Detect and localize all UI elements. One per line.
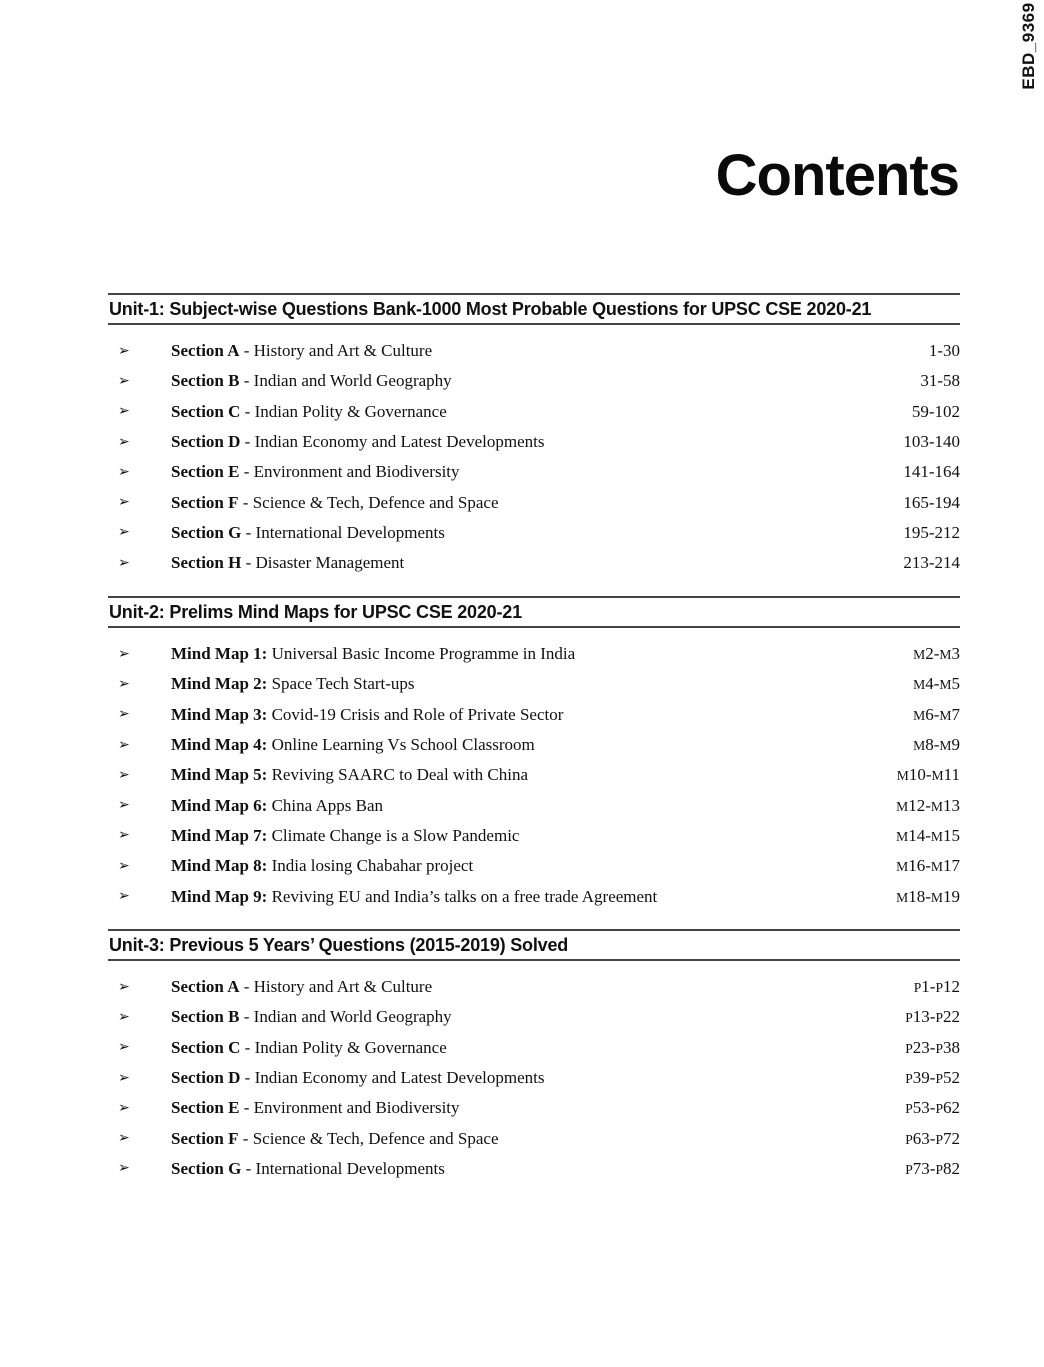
- entry-separator: -: [239, 371, 254, 391]
- entry-separator: -: [239, 1098, 254, 1118]
- arrow-bullet-icon: ➢: [118, 828, 130, 844]
- entry-label: [171, 765, 897, 785]
- toc-entry[interactable]: [108, 881, 960, 911]
- entry-separator: -: [239, 977, 254, 997]
- entry-label: [171, 1068, 905, 1088]
- arrow-bullet-icon: ➢: [118, 1040, 130, 1056]
- entry-description: Indian and World Geography: [253, 371, 452, 391]
- entry-description: Disaster Management: [255, 553, 405, 573]
- entry-label: [171, 493, 903, 513]
- entry-title: Section E: [171, 1098, 240, 1118]
- toc-entry[interactable]: [108, 1002, 960, 1032]
- entry-description: China Apps Ban: [271, 795, 384, 815]
- entry-description: History and Art & Culture: [253, 341, 433, 361]
- entry-description: International Developments: [255, 522, 445, 542]
- page-range: 213-214: [903, 553, 960, 573]
- entry-title: Section A: [171, 341, 240, 361]
- entry-title: Section B: [171, 371, 240, 391]
- entry-label: [171, 432, 903, 452]
- entry-title: Mind Map 1:: [171, 644, 268, 664]
- arrow-bullet-icon: ➢: [118, 404, 130, 420]
- page-range: 103-140: [903, 432, 960, 452]
- entry-separator: -: [238, 1128, 253, 1148]
- entry-label: [171, 523, 903, 543]
- arrow-bullet-icon: ➢: [118, 707, 130, 723]
- entry-title: Mind Map 3:: [171, 704, 268, 724]
- toc-entry[interactable]: [108, 427, 960, 457]
- entry-title: Section D: [171, 432, 241, 452]
- arrow-bullet-icon: ➢: [118, 1070, 130, 1086]
- toc-entry[interactable]: [108, 457, 960, 487]
- entry-description: Indian Economy and Latest Developments: [254, 432, 545, 452]
- entry-description: Reviving SAARC to Deal with China: [271, 765, 529, 785]
- entry-description: History and Art & Culture: [253, 977, 433, 997]
- entry-title: Section G: [171, 522, 242, 542]
- entry-label: [171, 1098, 905, 1118]
- entry-label: [171, 887, 896, 907]
- page-range: M12-M13: [896, 795, 960, 815]
- page-range: M14-M15: [896, 825, 960, 845]
- arrow-bullet-icon: ➢: [118, 858, 130, 874]
- entry-description: Science & Tech, Defence and Space: [252, 492, 499, 512]
- arrow-bullet-icon: ➢: [118, 767, 130, 783]
- toc-entry[interactable]: [108, 730, 960, 760]
- entry-description: Science & Tech, Defence and Space: [252, 1128, 499, 1148]
- arrow-bullet-icon: ➢: [118, 889, 130, 905]
- page-range: P13-P22: [905, 1007, 960, 1027]
- entry-label: [171, 644, 913, 664]
- entry-title: Section A: [171, 977, 240, 997]
- page-range: M8-M9: [913, 735, 960, 755]
- entry-title: Section F: [171, 1128, 239, 1148]
- page-range: M4-M5: [913, 674, 960, 694]
- entry-description: India losing Chabahar project: [271, 856, 474, 876]
- entry-description: Reviving EU and India’s talks on a free trade Agreement: [271, 886, 658, 906]
- arrow-bullet-icon: ➢: [118, 676, 130, 692]
- entry-separator: -: [241, 522, 256, 542]
- arrow-bullet-icon: ➢: [118, 525, 130, 541]
- page-range: M18-M19: [896, 886, 960, 906]
- entry-separator: -: [239, 1007, 254, 1027]
- entry-separator: -: [241, 553, 256, 573]
- toc-entry[interactable]: [108, 821, 960, 851]
- arrow-bullet-icon: ➢: [118, 343, 130, 359]
- entry-separator: -: [239, 462, 254, 482]
- entry-title: Mind Map 4:: [171, 735, 268, 755]
- entry-description: Indian and World Geography: [253, 1007, 452, 1027]
- page-range: P73-P82: [905, 1158, 960, 1178]
- entry-separator: -: [240, 1068, 255, 1088]
- page-range: M6-M7: [913, 704, 960, 724]
- entry-separator: -: [241, 1158, 256, 1178]
- page-range: M16-M17: [896, 856, 960, 876]
- arrow-bullet-icon: ➢: [118, 373, 130, 389]
- book-code-text: EBD_9369: [1019, 2, 1038, 90]
- entry-description: Environment and Biodiversity: [253, 462, 460, 482]
- entry-description: Indian Economy and Latest Developments: [254, 1068, 545, 1088]
- entry-description: Climate Change is a Slow Pandemic: [271, 825, 520, 845]
- unit-3: [108, 929, 960, 1184]
- entry-separator: -: [240, 432, 255, 452]
- entry-label: [171, 977, 914, 997]
- arrow-bullet-icon: ➢: [118, 646, 130, 662]
- entry-description: Environment and Biodiversity: [253, 1098, 460, 1118]
- entry-title: Mind Map 2:: [171, 674, 268, 694]
- page-range: 165-194: [903, 492, 960, 512]
- entry-title: Mind Map 8:: [171, 856, 268, 876]
- toc-entry[interactable]: [108, 366, 960, 396]
- arrow-bullet-icon: ➢: [118, 464, 130, 480]
- entry-separator: -: [240, 401, 255, 421]
- entry-title: Section C: [171, 1037, 241, 1057]
- page-range: M2-M3: [913, 644, 960, 664]
- page-range: P1-P12: [913, 977, 960, 997]
- entry-description: Universal Basic Income Programme in India: [271, 644, 576, 664]
- entry-title: Section B: [171, 1007, 240, 1027]
- side-book-code: [1014, 0, 1044, 92]
- arrow-bullet-icon: ➢: [118, 737, 130, 753]
- entry-label: [171, 341, 929, 361]
- page-title: Contents: [715, 143, 959, 208]
- arrow-bullet-icon: ➢: [118, 495, 130, 511]
- unit-heading: Unit-2: Prelims Mind Maps for UPSC CSE 2020-21: [108, 596, 960, 628]
- entry-label: [171, 826, 896, 846]
- entry-description: Indian Polity & Governance: [254, 401, 447, 421]
- entry-label: [171, 553, 903, 573]
- entry-description: Online Learning Vs School Classroom: [271, 735, 535, 755]
- entry-label: [171, 1007, 905, 1027]
- entry-label: [171, 1038, 905, 1058]
- page-range: P39-P52: [905, 1068, 960, 1088]
- toc-entry[interactable]: [108, 700, 960, 730]
- entry-label: [171, 856, 896, 876]
- page-range: P63-P72: [905, 1128, 960, 1148]
- unit-heading: Unit-1: Subject-wise Questions Bank-1000 Most Probable Questions for UPSC CSE 2020-21: [108, 293, 960, 325]
- toc-entry[interactable]: [108, 1154, 960, 1184]
- entry-title: Mind Map 7:: [171, 825, 268, 845]
- entry-title: Mind Map 9:: [171, 886, 268, 906]
- entry-title: Section G: [171, 1158, 242, 1178]
- page-range: P53-P62: [905, 1098, 960, 1118]
- entry-label: [171, 735, 913, 755]
- entry-description: International Developments: [255, 1158, 445, 1178]
- toc-entry[interactable]: [108, 760, 960, 790]
- toc-entry[interactable]: [108, 790, 960, 820]
- entry-label: [171, 796, 896, 816]
- entry-description: Indian Polity & Governance: [254, 1037, 447, 1057]
- toc-entry[interactable]: [108, 336, 960, 366]
- toc-entry[interactable]: [108, 487, 960, 517]
- arrow-bullet-icon: ➢: [118, 1100, 130, 1116]
- entry-separator: -: [240, 1037, 255, 1057]
- page-range: 141-164: [903, 462, 960, 482]
- entry-label: [171, 462, 903, 482]
- toc-entry[interactable]: [108, 548, 960, 578]
- entry-title: Mind Map 5:: [171, 765, 268, 785]
- arrow-bullet-icon: ➢: [118, 1009, 130, 1025]
- entry-title: Section F: [171, 492, 239, 512]
- toc-entry[interactable]: [108, 1033, 960, 1063]
- entry-label: [171, 705, 913, 725]
- toc-entry[interactable]: [108, 1093, 960, 1123]
- entry-label: [171, 1159, 905, 1179]
- arrow-bullet-icon: ➢: [118, 1131, 130, 1147]
- entry-label: [171, 402, 912, 422]
- entry-separator: -: [239, 341, 254, 361]
- entry-title: Section E: [171, 462, 240, 482]
- entry-label: [171, 371, 920, 391]
- toc-entry[interactable]: [108, 1123, 960, 1153]
- entry-title: Section D: [171, 1068, 241, 1088]
- unit-1: [108, 293, 960, 578]
- arrow-bullet-icon: ➢: [118, 798, 130, 814]
- page-range: P23-P38: [905, 1037, 960, 1057]
- entry-title: Mind Map 6:: [171, 795, 268, 815]
- toc-entry[interactable]: [108, 669, 960, 699]
- entry-label: [171, 1129, 905, 1149]
- entry-title: Section H: [171, 553, 242, 573]
- page-range: 31-58: [920, 371, 960, 391]
- page-range: M10-M11: [896, 765, 960, 785]
- page-range: 59-102: [911, 401, 960, 421]
- arrow-bullet-icon: ➢: [118, 979, 130, 995]
- arrow-bullet-icon: ➢: [118, 434, 130, 450]
- unit-2: [108, 596, 960, 912]
- toc-entry[interactable]: [108, 639, 960, 669]
- unit-heading: Unit-3: Previous 5 Years’ Questions (2015-2019) Solved: [108, 929, 960, 961]
- toc-entry[interactable]: [108, 972, 960, 1002]
- entry-description: Covid-19 Crisis and Role of Private Sector: [271, 704, 564, 724]
- entry-separator: -: [238, 492, 253, 512]
- entry-label: [171, 674, 913, 694]
- arrow-bullet-icon: ➢: [118, 555, 130, 571]
- entry-title: Section C: [171, 401, 241, 421]
- toc-entry[interactable]: [108, 397, 960, 427]
- entry-description: Space Tech Start-ups: [271, 674, 415, 694]
- toc-entry[interactable]: [108, 518, 960, 548]
- toc-entry[interactable]: [108, 1063, 960, 1093]
- toc-entry[interactable]: [108, 851, 960, 881]
- page-range: 195-212: [903, 522, 960, 542]
- page-range: 1-30: [928, 341, 960, 361]
- arrow-bullet-icon: ➢: [118, 1161, 130, 1177]
